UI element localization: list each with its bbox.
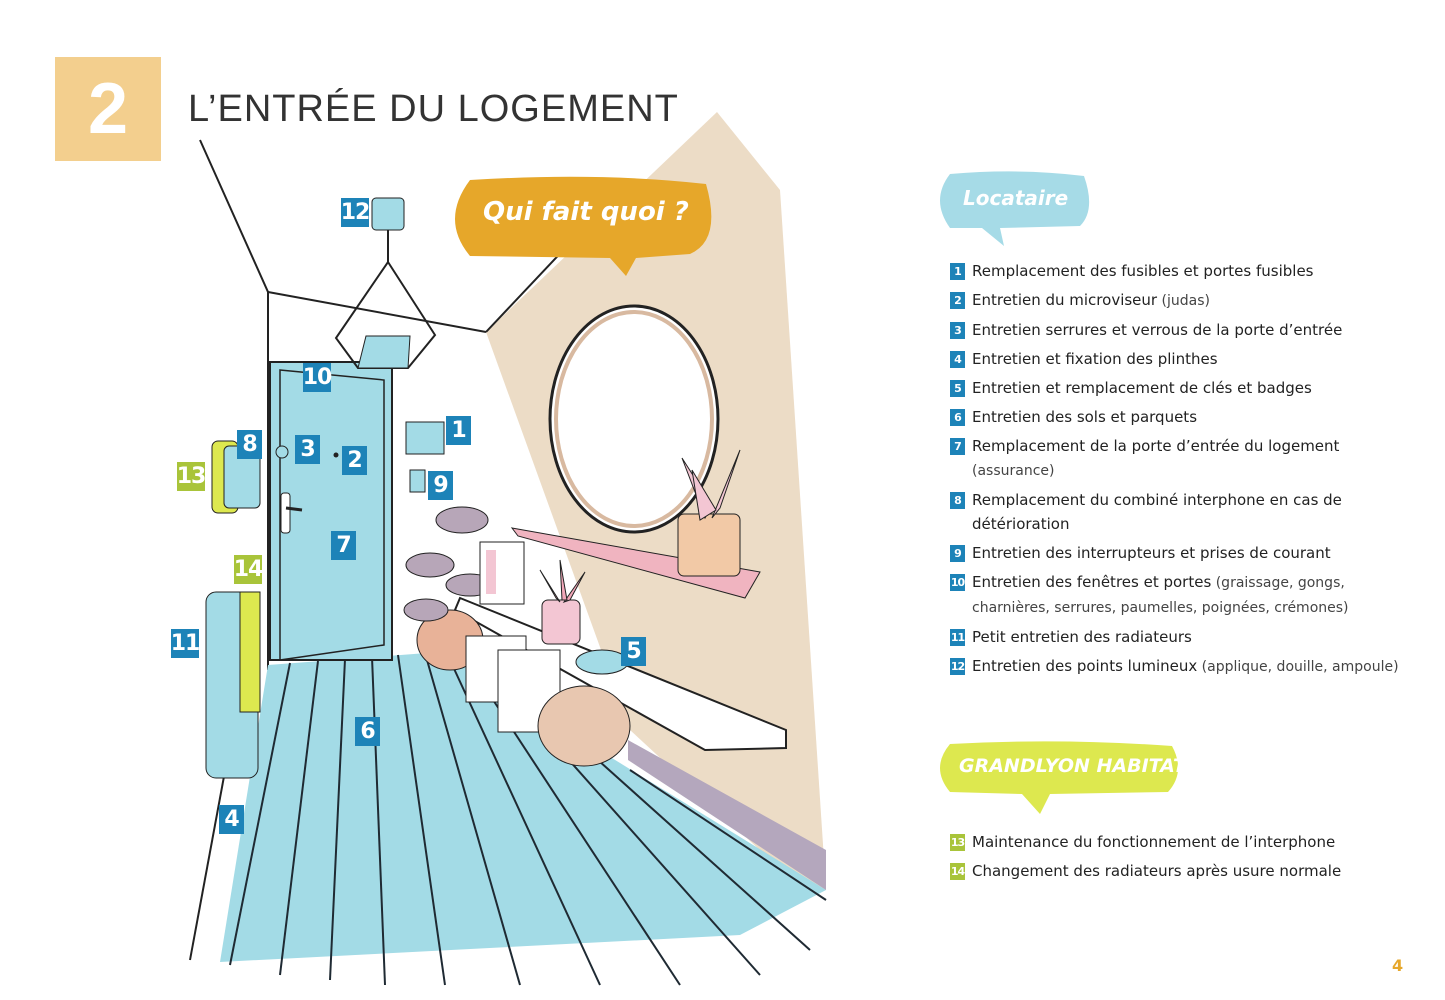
item-note: (judas) bbox=[1157, 293, 1210, 309]
item-number: 10 bbox=[950, 574, 965, 591]
question-bubble-text: Qui fait quoi ? bbox=[483, 197, 689, 227]
list-item bbox=[950, 405, 1410, 429]
item-number: 14 bbox=[950, 863, 965, 880]
round-mirror bbox=[550, 306, 718, 532]
item-number: 1 bbox=[950, 263, 965, 280]
callout-13: 13 bbox=[176, 464, 206, 489]
item-number: 6 bbox=[950, 409, 965, 426]
list-item bbox=[950, 625, 1410, 649]
list-item bbox=[950, 859, 1410, 883]
item-number: 11 bbox=[950, 629, 965, 646]
item-note: (assurance) bbox=[972, 463, 1055, 479]
item-number: 3 bbox=[950, 322, 965, 339]
callout-3: 3 bbox=[295, 435, 320, 464]
callout-7: 7 bbox=[331, 531, 356, 560]
item-text: Maintenance du fonctionnement de l’interphone bbox=[972, 833, 1336, 851]
item-number: 7 bbox=[950, 438, 965, 455]
callout-2: 2 bbox=[342, 446, 367, 475]
door-lever bbox=[286, 508, 302, 510]
list-item bbox=[950, 288, 1410, 313]
item-note: (graissage, gongs, charnières, serrures, paumelles, poignées, crémones) bbox=[972, 575, 1349, 616]
item-number: 9 bbox=[950, 545, 965, 562]
item-text: Entretien et remplacement de clés et badges bbox=[972, 379, 1312, 397]
lamp-canopy bbox=[372, 198, 404, 230]
item-number: 8 bbox=[950, 492, 965, 509]
chapter-number: 2 bbox=[87, 69, 129, 149]
item-number: 5 bbox=[950, 380, 965, 397]
plant-pot-table bbox=[542, 600, 580, 644]
callout-12: 12 bbox=[340, 200, 370, 225]
tenant-bubble-text: Locataire bbox=[963, 186, 1069, 210]
landlord-responsibilities-list bbox=[950, 830, 1410, 888]
basket bbox=[538, 686, 630, 766]
tenant-responsibilities-list bbox=[950, 259, 1410, 684]
landlord-bubble-text: GRANDLYON HABITAT bbox=[959, 755, 1186, 777]
callout-1: 1 bbox=[446, 416, 471, 445]
item-number: 4 bbox=[950, 351, 965, 368]
page-number: 4 bbox=[1392, 956, 1404, 975]
page-title: L’ENTRÉE DU LOGEMENT bbox=[188, 88, 679, 130]
list-item bbox=[950, 376, 1410, 400]
list-item bbox=[950, 541, 1410, 565]
item-text: Entretien serrures et verrous de la porte d’entrée bbox=[972, 321, 1343, 339]
item-text: Entretien des interrupteurs et prises de courant bbox=[972, 544, 1331, 562]
item-text: Remplacement de la porte d’entrée du logement bbox=[972, 437, 1340, 455]
ceiling-line bbox=[268, 292, 486, 332]
item-text: Entretien et fixation des plinthes bbox=[972, 350, 1218, 368]
item-text: Entretien des fenêtres et portes bbox=[972, 573, 1212, 591]
list-item bbox=[950, 434, 1410, 483]
wall-line-left bbox=[200, 140, 268, 670]
item-text: Remplacement du combiné interphone en cas de détérioration bbox=[972, 491, 1342, 533]
callout-10: 10 bbox=[302, 365, 332, 390]
lamp-shade bbox=[358, 336, 410, 368]
landlord-bubble-shape bbox=[940, 741, 1178, 814]
list-item bbox=[950, 318, 1410, 342]
callout-4: 4 bbox=[219, 805, 244, 834]
plant-pot-shelf bbox=[678, 514, 740, 576]
callout-6: 6 bbox=[355, 717, 380, 746]
peephole bbox=[334, 453, 339, 458]
list-item bbox=[950, 654, 1410, 679]
item-text: Entretien des points lumineux bbox=[972, 657, 1198, 675]
callout-11: 11 bbox=[170, 631, 200, 656]
list-item bbox=[950, 259, 1410, 283]
item-text: Petit entretien des radiateurs bbox=[972, 628, 1192, 646]
door-leaf bbox=[280, 370, 384, 660]
item-number: 12 bbox=[950, 658, 965, 675]
callout-9: 9 bbox=[428, 471, 453, 500]
door-handle bbox=[281, 493, 290, 533]
radiator-valve bbox=[240, 592, 260, 712]
item-text: Remplacement des fusibles et portes fusibles bbox=[972, 262, 1314, 280]
list-item bbox=[950, 347, 1410, 371]
light-switch bbox=[410, 470, 425, 492]
list-item bbox=[950, 570, 1392, 620]
list-item bbox=[950, 488, 1372, 536]
item-note: (applique, douille, ampoule) bbox=[1197, 659, 1399, 675]
list-item bbox=[950, 830, 1410, 854]
item-text: Entretien des sols et parquets bbox=[972, 408, 1198, 426]
callout-14: 14 bbox=[233, 557, 263, 582]
item-text: Changement des radiateurs après usure normale bbox=[972, 862, 1342, 880]
callout-8: 8 bbox=[237, 430, 262, 459]
callout-5: 5 bbox=[621, 637, 646, 666]
item-number: 2 bbox=[950, 292, 965, 309]
fuse-box bbox=[406, 422, 444, 454]
item-text: Entretien du microviseur bbox=[972, 291, 1158, 309]
door-lock bbox=[276, 446, 288, 458]
item-number: 13 bbox=[950, 834, 965, 851]
